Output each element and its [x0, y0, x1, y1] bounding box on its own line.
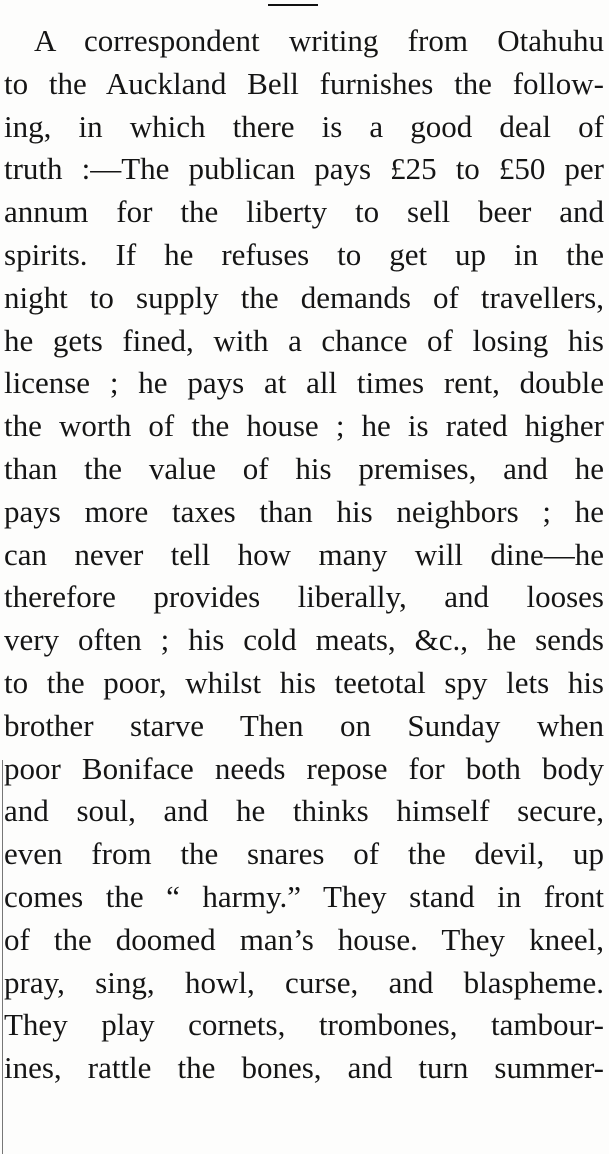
article-line: annum for the liberty to sell beer and — [4, 194, 604, 230]
article-line: can never tell how many will dine—he — [4, 536, 604, 572]
column-edge-line — [2, 760, 3, 1154]
article-line: pays more taxes than his neighbors ; he — [4, 493, 604, 529]
article-line: ines, rattle the bones, and turn summer- — [4, 1050, 604, 1086]
article-line: to the poor, whilst his teetotal spy lets his — [4, 664, 604, 700]
article-line: of the doomed man’s house. They kneel, — [4, 921, 604, 957]
article-line: pray, sing, howl, curse, and blaspheme. — [4, 964, 604, 1000]
article-line: brother starve Then on Sunday when — [4, 707, 604, 743]
article-line: than the value of his premises, and he — [4, 450, 604, 486]
article-line: therefore provides liberally, and looses — [4, 579, 604, 615]
article-line: ing, in which there is a good deal of — [4, 108, 604, 144]
column-separator-rule — [268, 4, 318, 6]
article-line: the worth of the house ; he is rated higher — [4, 408, 604, 444]
article-line: truth :—The publican pays £25 to £50 per — [4, 151, 604, 187]
article-line: and soul, and he thinks himself secure, — [4, 793, 604, 829]
article-line: comes the “ harmy.” They stand in front — [4, 878, 604, 914]
article-line: very often ; his cold meats, &c., he sends — [4, 622, 604, 658]
article-line: license ; he pays at all times rent, double — [4, 365, 604, 401]
article-text — [4, 20, 604, 1090]
article-line: spirits. If he refuses to get up in the — [4, 236, 604, 272]
article-line: to the Auckland Bell furnishes the follow- — [4, 65, 604, 101]
article-line: night to supply the demands of travellers, — [4, 279, 604, 315]
article-line: A correspondent writing from Otahuhu — [34, 23, 604, 58]
article-line: even from the snares of the devil, up — [4, 836, 604, 872]
article-line: poor Boniface needs repose for both body — [4, 750, 604, 786]
article-line: They play cornets, trombones, tambour- — [4, 1007, 604, 1043]
article-line: he gets fined, with a chance of losing his — [4, 322, 604, 358]
